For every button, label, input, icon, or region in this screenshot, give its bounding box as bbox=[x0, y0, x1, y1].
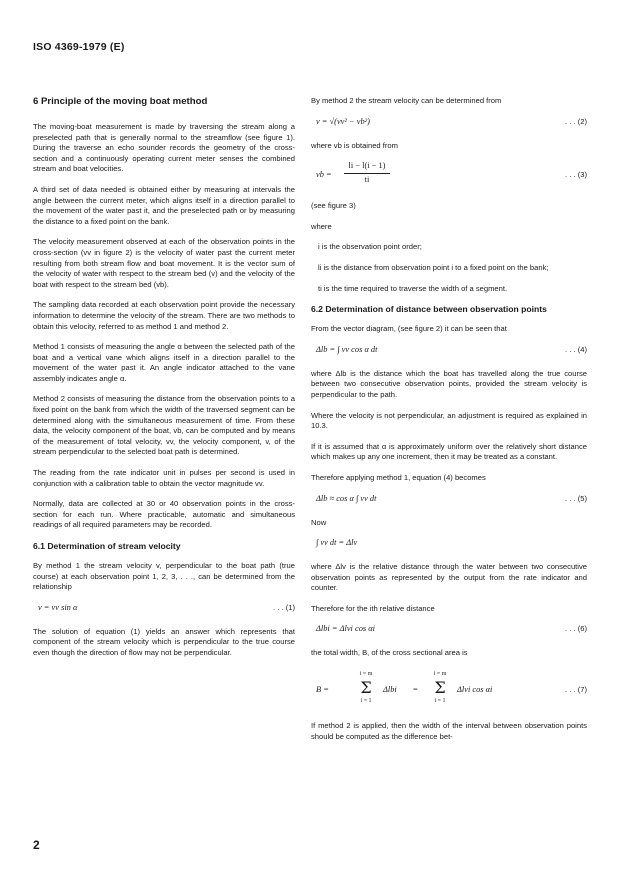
paragraph: If method 2 is applied, then the width of the interval between observation points should be computed as the difference bet- bbox=[311, 721, 587, 741]
left-column bbox=[33, 96, 295, 669]
right-column bbox=[311, 96, 587, 752]
equation-3 bbox=[311, 161, 587, 193]
paragraph: The sampling data recorded at each observation point provide the necessary information to determine the velocity of the stream. There are two methods to obtain this velocity, referred to as method 1 and method 2. bbox=[33, 300, 295, 331]
paragraph: Method 2 consists of measuring the distance from the observation points to a fixed point on the bank from which the width of the traversed segment can be determined along with the simultaneous measurement of time. From these data, the velocity component of the boat, vb, can be computed and by means of the measurement of total velocity, vv, the velocity component, v, of the stream perpendicular to the selected boat path is determined. bbox=[33, 394, 295, 457]
sum-1-lower: i = 1 bbox=[360, 697, 372, 704]
paragraph: The solution of equation (1) yields an answer which represents that component of the stream velocity which is perpendicular to the true course even though the direction of flow may not be perpendicular. bbox=[33, 626, 295, 657]
paragraph: From the vector diagram, (see figure 2) it can be seen that bbox=[311, 324, 507, 334]
equation-4-body: Δlb = ∫ vv cos α dt bbox=[316, 344, 378, 354]
where-item: i is the observation point order; bbox=[318, 242, 422, 252]
equation-3-fraction bbox=[344, 161, 390, 185]
equation-7-number: . . . (7) bbox=[565, 685, 587, 695]
sum-2 bbox=[425, 669, 455, 706]
sigma-icon: Σ bbox=[360, 677, 372, 697]
sigma-icon: Σ bbox=[434, 677, 446, 697]
sum-1-upper: i = m bbox=[359, 671, 373, 678]
paragraph: By method 2 the stream velocity can be determined from bbox=[311, 96, 502, 105]
equation-5 bbox=[311, 494, 587, 510]
equals-sign: = bbox=[413, 685, 418, 695]
equation-4 bbox=[311, 345, 587, 361]
paragraph: where Δlb is the distance which the boat has travelled along the true course between two consecutive observation points, provided the stream velocity is perpendicular to the path. bbox=[311, 368, 587, 399]
sum-2-lower: i = 1 bbox=[434, 697, 446, 704]
equation-3-lhs: vb = bbox=[316, 170, 332, 180]
paragraph: (see figure 3) bbox=[311, 201, 356, 211]
equation-2 bbox=[311, 117, 587, 133]
paragraph: If it is assumed that α is approximately uniform over the relatively short distance which makes up any one increment, then it may be treated as a constant. bbox=[311, 441, 587, 462]
section-6-2-heading: 6.2 Determination of distance between observation points bbox=[311, 304, 547, 315]
equation-1-number: . . . (1) bbox=[273, 602, 295, 612]
equation-7 bbox=[311, 669, 587, 713]
page-number: 2 bbox=[33, 838, 40, 852]
paragraph: Therefore for the ith relative distance bbox=[311, 603, 435, 613]
equation-5-body: Δlb ≈ cos α ∫ vv dt bbox=[316, 493, 377, 503]
paragraph: where bbox=[311, 221, 332, 231]
section-6-1-heading: 6.1 Determination of stream velocity bbox=[33, 541, 181, 551]
equation-2-body: v = √(vv² − vb²) bbox=[316, 116, 370, 126]
equation-6-number: . . . (6) bbox=[565, 624, 587, 634]
paragraph: where vb is obtained from bbox=[311, 140, 398, 150]
equation-1 bbox=[33, 603, 295, 619]
equation-6 bbox=[311, 624, 587, 640]
equation-2-number: . . . (2) bbox=[565, 116, 587, 126]
equation-4-number: . . . (4) bbox=[565, 344, 587, 354]
equation-3-number: . . . (3) bbox=[565, 170, 587, 180]
standard-header: ISO 4369-1979 (E) bbox=[33, 41, 125, 53]
paragraph: Where the velocity is not perpendicular, an adjustment is required as explained in 10.3. bbox=[311, 410, 587, 431]
paragraph: By method 1 the stream velocity v, perpendicular to the boat path (true course) at each observation point 1, 2, 3, . . ., can be determined from the relationship bbox=[33, 561, 295, 592]
sum-1 bbox=[351, 669, 381, 706]
paragraph: the total width, B, of the cross sectional area is bbox=[311, 648, 468, 658]
sum-2-upper: i = m bbox=[433, 671, 447, 678]
paragraph: where Δlv is the relative distance through the water between two consecutive observation points as represented by the output from the rate indicator and counter. bbox=[311, 562, 587, 593]
equation-now-body: ∫ vv dt = Δlv bbox=[316, 538, 358, 548]
paragraph: The velocity measurement observed at each of the observation points in the cross-section (vv in figure 2) is the velocity of water past the current meter resulting from both stream flow and boat movement. It is the vector sum of the velocity of water with respect to the stream bed (v) and the velocity of the boat with respect to the stream bed (vb). bbox=[33, 237, 295, 289]
section-6-heading: 6 Principle of the moving boat method bbox=[33, 96, 208, 107]
equation-3-numerator: li − l(i − 1) bbox=[344, 161, 390, 174]
equation-3-denominator: ti bbox=[364, 174, 370, 184]
paragraph: Normally, data are collected at 30 or 40 observation points in the cross-section for each run. Where practicable, automatic and simultaneous readings of all required parameters may be recorded. bbox=[33, 499, 295, 530]
paragraph: Now bbox=[311, 517, 327, 527]
equation-1-body: v = vv sin α bbox=[38, 602, 78, 612]
paragraph: Therefore applying method 1, equation (4) becomes bbox=[311, 472, 486, 482]
equation-5-number: . . . (5) bbox=[565, 493, 587, 503]
paragraph: The moving-boat measurement is made by traversing the stream along a preselected path that is generally normal to the streamflow (see figure 1). During the traverse an echo sounder records the geometry of the cross-section and a continuously operating current meter senses the combined stream and boat velocities. bbox=[33, 122, 295, 174]
paragraph: The reading from the rate indicator unit in pulses per second is used in conjunction with a calibration table to obtain the vector magnitude vv. bbox=[33, 468, 295, 488]
sum-1-term: Δlbi bbox=[383, 685, 397, 695]
where-item: ti is the time required to traverse the width of a segment. bbox=[318, 283, 508, 293]
equation-now bbox=[311, 538, 587, 554]
equation-6-body: Δlbi = Δlvi cos αi bbox=[316, 624, 375, 634]
equation-7-lhs: B = bbox=[316, 685, 329, 695]
paragraph: A third set of data needed is obtained either by measuring at intervals the angle between the current meter, which aligns itself in a direction parallel to the movement of the water past it, and the preselected path or by measuring the distance to a fixed point on the bank. bbox=[33, 184, 295, 226]
sum-2-term: Δlvi cos αi bbox=[457, 685, 493, 695]
where-item: li is the distance from observation point i to a fixed point on the bank; bbox=[318, 262, 549, 272]
paragraph: Method 1 consists of measuring the angle α between the selected path of the boat and a vertical vane which aligns itself in a direction parallel to the movement of the water past it. An angle indicator attached to the vane assembly indicates angle α. bbox=[33, 342, 295, 383]
